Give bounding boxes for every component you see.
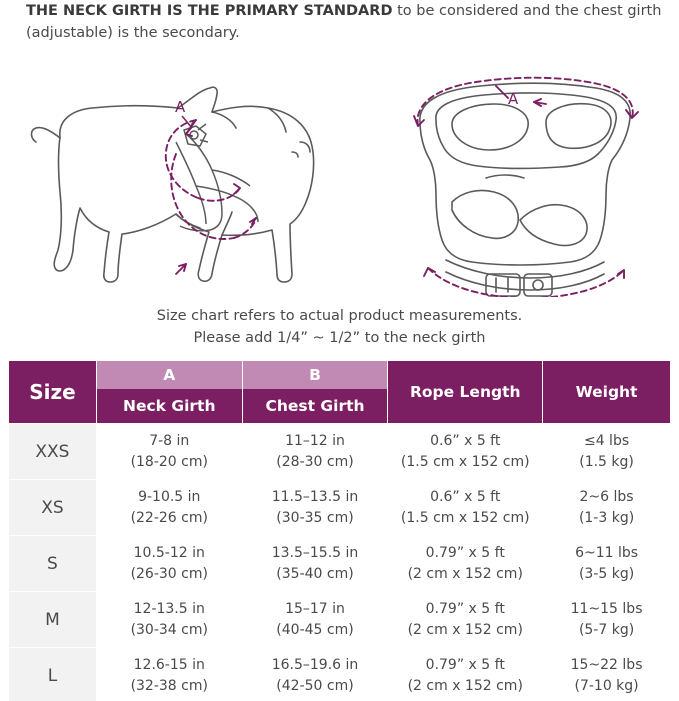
row-rope-length — [388, 536, 543, 592]
row-size-label: XXS — [9, 424, 97, 480]
rope-in: 0.79” x 5 ft — [425, 657, 505, 674]
neck-in: 10.5-12 in — [133, 545, 205, 562]
chest-in: 16.5–19.6 in — [271, 657, 359, 674]
row-rope-length — [388, 592, 543, 648]
intro-strong: THE NECK GIRTH IS THE PRIMARY STANDARD — [26, 3, 393, 19]
neck-cm: (18-20 cm) — [130, 453, 208, 470]
neck-in: 12.6-15 in — [133, 657, 205, 674]
header-b-label: B — [243, 361, 388, 389]
row-weight — [543, 648, 671, 701]
rope-cm: (2 cm x 152 cm) — [407, 565, 523, 582]
harness-front-outline — [420, 83, 630, 296]
harness-on-dog — [176, 120, 258, 231]
chest-cm: (40-45 cm) — [276, 621, 354, 638]
rope-in: 0.79” x 5 ft — [425, 545, 505, 562]
dog-side-outline — [32, 87, 314, 282]
row-weight — [543, 536, 671, 592]
neck-cm: (30-34 cm) — [130, 621, 208, 638]
chest-in: 15–17 in — [285, 601, 345, 618]
header-chest-label: Chest Girth — [243, 389, 388, 423]
rope-in: 0.6” x 5 ft — [430, 489, 501, 506]
rope-in: 0.79” x 5 ft — [425, 601, 505, 618]
header-chest-girth — [242, 361, 388, 424]
header-neck-girth — [96, 361, 242, 424]
harness-diagram-svg — [0, 42, 679, 297]
row-size-label: L — [9, 648, 97, 701]
chart-caption — [0, 305, 679, 350]
row-size-label: M — [9, 592, 97, 648]
header-weight: Weight — [543, 361, 671, 424]
chest-cm: (42-50 cm) — [276, 677, 354, 694]
label-a-front: A — [508, 90, 519, 108]
weight-lb: ≤4 lbs — [583, 433, 630, 450]
weight-kg: (3-5 kg) — [578, 565, 635, 582]
table-row — [9, 424, 671, 480]
table-header — [9, 361, 671, 424]
rope-cm: (2 cm x 152 cm) — [407, 677, 523, 694]
rope-cm: (2 cm x 152 cm) — [407, 621, 523, 638]
row-rope-length — [388, 424, 543, 480]
neck-cm: (22-26 cm) — [130, 509, 208, 526]
header-neck-label: Neck Girth — [97, 389, 242, 423]
row-neck-girth — [96, 592, 242, 648]
header-rope-length: Rope Length — [388, 361, 543, 424]
table-row — [9, 536, 671, 592]
row-neck-girth — [96, 424, 242, 480]
chest-in: 11–12 in — [285, 433, 345, 450]
neck-cm: (32-38 cm) — [130, 677, 208, 694]
weight-kg: (1.5 kg) — [579, 453, 634, 470]
table-row — [9, 648, 671, 701]
row-neck-girth — [96, 648, 242, 701]
rope-in: 0.6” x 5 ft — [430, 433, 501, 450]
table-row — [9, 592, 671, 648]
row-chest-girth — [242, 648, 388, 701]
caption-line-1: Size chart refers to actual product measurements. — [156, 308, 523, 324]
row-size-label: XS — [9, 480, 97, 536]
chest-cm: (28-30 cm) — [276, 453, 354, 470]
row-rope-length — [388, 648, 543, 701]
row-weight — [543, 424, 671, 480]
row-chest-girth — [242, 480, 388, 536]
weight-kg: (5-7 kg) — [578, 621, 635, 638]
row-chest-girth — [242, 536, 388, 592]
size-chart-table — [8, 360, 671, 701]
weight-lb: 15~22 lbs — [570, 657, 643, 674]
neck-in: 9-10.5 in — [138, 489, 201, 506]
caption-line-2: Please add 1/4” ~ 1/2” to the neck girth — [193, 330, 486, 347]
header-size: Size — [9, 361, 97, 424]
intro-text — [26, 0, 666, 45]
weight-kg: (7-10 kg) — [574, 677, 639, 694]
weight-lb: 2~6 lbs — [579, 489, 634, 506]
table-row — [9, 480, 671, 536]
neck-cm: (26-30 cm) — [130, 565, 208, 582]
table-body — [9, 424, 671, 701]
weight-lb: 11~15 lbs — [570, 601, 643, 618]
harness-diagram — [0, 42, 679, 297]
row-weight — [543, 480, 671, 536]
row-chest-girth — [242, 592, 388, 648]
rope-cm: (1.5 cm x 152 cm) — [400, 453, 530, 470]
chest-cm: (30-35 cm) — [276, 509, 354, 526]
header-a-label: A — [97, 361, 242, 389]
weight-lb: 6~11 lbs — [575, 545, 639, 562]
label-a-side: A — [175, 98, 186, 116]
neck-in: 7-8 in — [149, 433, 190, 450]
chest-cm: (35-40 cm) — [276, 565, 354, 582]
row-weight — [543, 592, 671, 648]
rope-cm: (1.5 cm x 152 cm) — [400, 509, 530, 526]
row-size-label: S — [9, 536, 97, 592]
row-rope-length — [388, 480, 543, 536]
intro-rest: to be considered and the chest girth (adjustable) is the secondary. — [26, 3, 662, 42]
neck-in: 12-13.5 in — [133, 601, 205, 618]
chest-in: 11.5–13.5 in — [271, 489, 359, 506]
weight-kg: (1-3 kg) — [578, 509, 635, 526]
row-chest-girth — [242, 424, 388, 480]
chest-in: 13.5–15.5 in — [271, 545, 359, 562]
measure-a-front-tip — [534, 99, 546, 106]
row-neck-girth — [96, 480, 242, 536]
row-neck-girth — [96, 536, 242, 592]
